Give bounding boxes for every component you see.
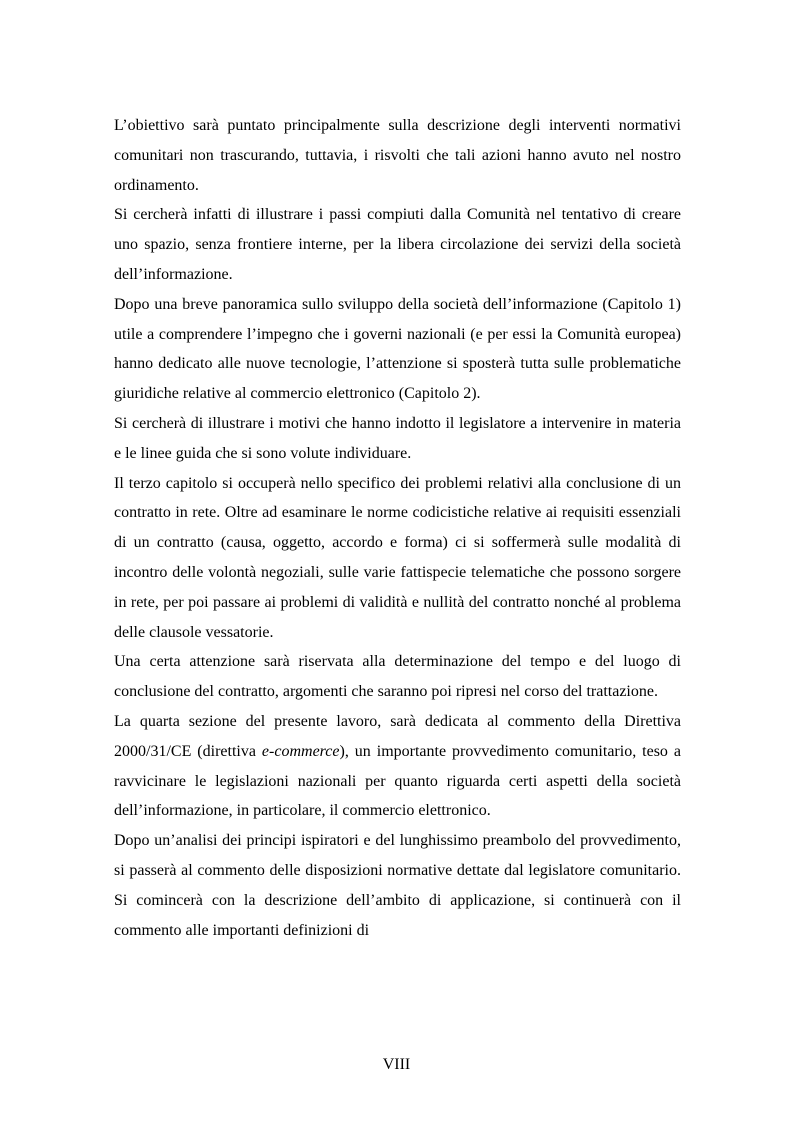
body-text [114,111,681,945]
paragraph-7 [114,707,681,826]
paragraph-7-italic-term: e-commerce [261,742,340,760]
page-number: VIII [382,1056,411,1073]
paragraph-2: Si cercherà infatti di illustrare i passi compiuti dalla Comunità nel tentativo di creare uno spazio, senza frontiere interne, per la libera circolazione dei servizi della società dell’informazione. [114,206,681,283]
paragraph-5: Il terzo capitolo si occuperà nello specifico dei problemi relativi alla conclusione di un contratto in rete. Oltre ad esaminare le norme codicistiche relative ai requisiti essenziali di un contratto (causa, oggetto, accordo e forma) ci si soffermerà sulle modalità di incontro delle volontà negoziali, sulle varie fattispecie telematiche che possono sorgere in rete, per poi passare ai problemi di validità e nullità del contratto nonché al problema delle clausole vessatorie. [114,474,681,641]
paragraph-7-part-2: ), un importante provvedimento comunitario, teso a ravvicinare le legislazioni nazionali per quanto riguarda certi aspetti della società dell’informazione, in particolare, il commercio elettronico. [114,742,681,820]
paragraph-4: Si cercherà di illustrare i motivi che hanno indotto il legislatore a intervenire in materia e le linee guida che si sono volute individuare. [114,414,681,462]
paragraph-6: Una certa attenzione sarà riservata alla determinazione del tempo e del luogo di conclusione del contratto, argomenti che saranno poi ripresi nel corso del trattazione. [114,653,681,701]
paragraph-1: L’obiettivo sarà puntato principalmente sulla descrizione degli interventi normativi comunitari non trascurando, tuttavia, i risvolti che tali azioni hanno avuto nel nostro ordinamento. [114,117,681,194]
paragraph-7-part-1: La quarta sezione del presente lavoro, sarà dedicata al commento della Direttiva 2000/31/CE (direttiva [114,712,681,760]
paragraph-8: Dopo un’analisi dei principi ispiratori e del lunghissimo preambolo del provvedimento, si passerà al commento delle disposizioni normative dettate dal legislatore comunitario. Si comincerà con la descrizione dell’ambito di applicazione, si continuerà con il commento alle importanti definizioni di [114,832,681,939]
paragraph-3: Dopo una breve panoramica sullo sviluppo della società dell’informazione (Capitolo 1) utile a comprendere l’impegno che i governi nazionali (e per essi la Comunità europea) hanno dedicato alle nuove tecnologie, l’attenzione si sposterà tutta sulle problematiche giuridiche relative al commercio elettronico (Capitolo 2). [114,295,681,403]
